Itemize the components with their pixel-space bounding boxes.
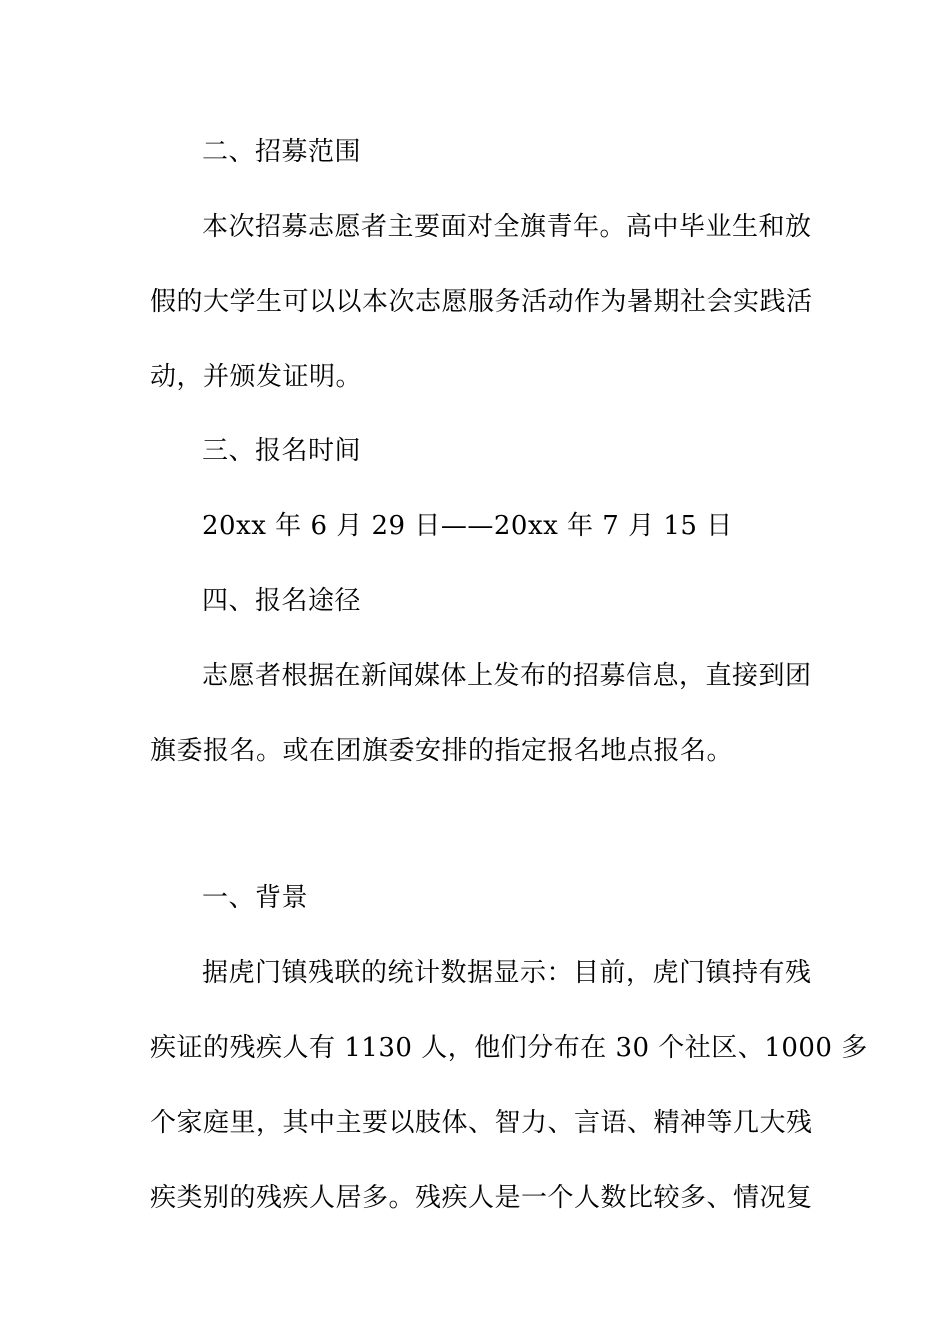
section-heading-registration-channel: 四、报名途径 (202, 586, 362, 616)
paragraph-line: 动，并颁发证明。 (150, 362, 363, 392)
section-heading-registration-time: 三、报名时间 (202, 436, 362, 466)
paragraph-line: 旗委报名。或在团旗委安排的指定报名地点报名。 (150, 736, 734, 766)
paragraph-line: 个家庭里，其中主要以肢体、智力、言语、精神等几大残 (150, 1108, 813, 1138)
paragraph-line: 疾类别的残疾人居多。残疾人是一个人数比较多、情况复 (150, 1183, 813, 1213)
paragraph-line: 20xx 年 6 月 29 日——20xx 年 7 月 15 日 (202, 511, 733, 541)
paragraph-line: 本次招募志愿者主要面对全旗青年。高中毕业生和放 (202, 212, 812, 242)
paragraph-line: 假的大学生可以以本次志愿服务活动作为暑期社会实践活 (150, 287, 813, 317)
section-heading-recruitment-scope: 二、招募范围 (202, 137, 362, 167)
paragraph-line: 志愿者根据在新闻媒体上发布的招募信息，直接到团 (202, 661, 812, 691)
section-heading-background: 一、背景 (202, 883, 309, 913)
paragraph-line: 据虎门镇残联的统计数据显示：目前，虎门镇持有残 (202, 958, 812, 988)
paragraph-line: 疾证的残疾人有 1130 人，他们分布在 30 个社区、1000 多 (150, 1033, 868, 1063)
